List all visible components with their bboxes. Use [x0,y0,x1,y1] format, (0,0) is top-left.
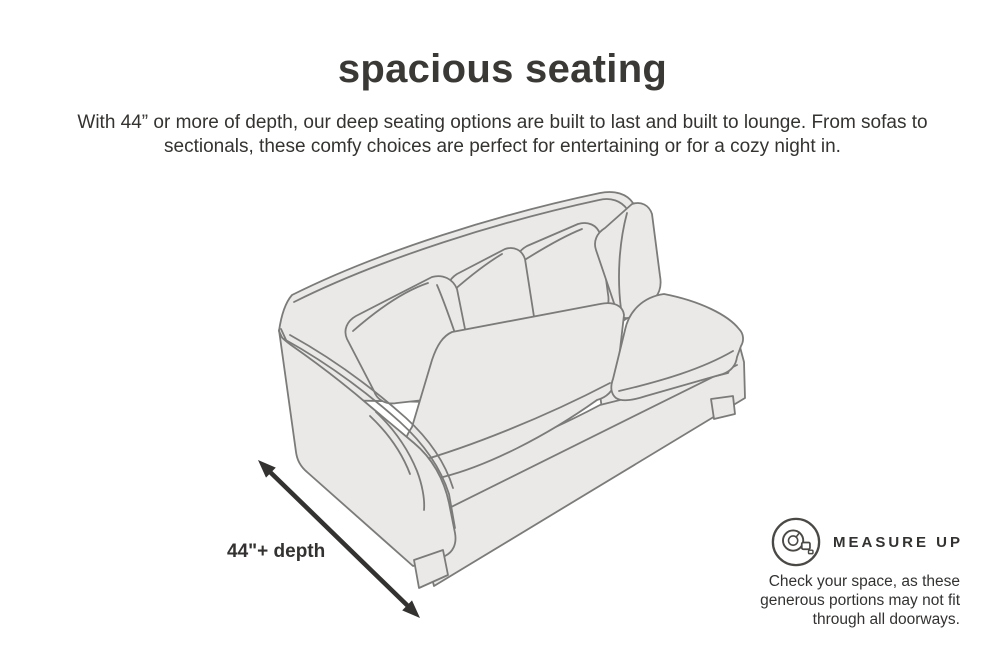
measure-up-callout [738,516,964,629]
tape-measure-icon [770,516,822,568]
sofa-line-drawing [279,192,745,588]
intro-text: With 44” or more of depth, our deep seating options are built to last and built to lounge. From sofas to sectionals, these comfy choices are perfect for entertaining or for a cozy night in. [77,112,928,157]
measure-up-note: Check your space, as these generous portions may not fit through all doorways. [760,573,960,628]
page-title: spacious seating [337,47,668,91]
measure-up-heading: MEASURE UP [833,533,964,551]
depth-dimension-label: 44"+ depth [227,541,326,562]
measure-up-header [770,516,964,568]
